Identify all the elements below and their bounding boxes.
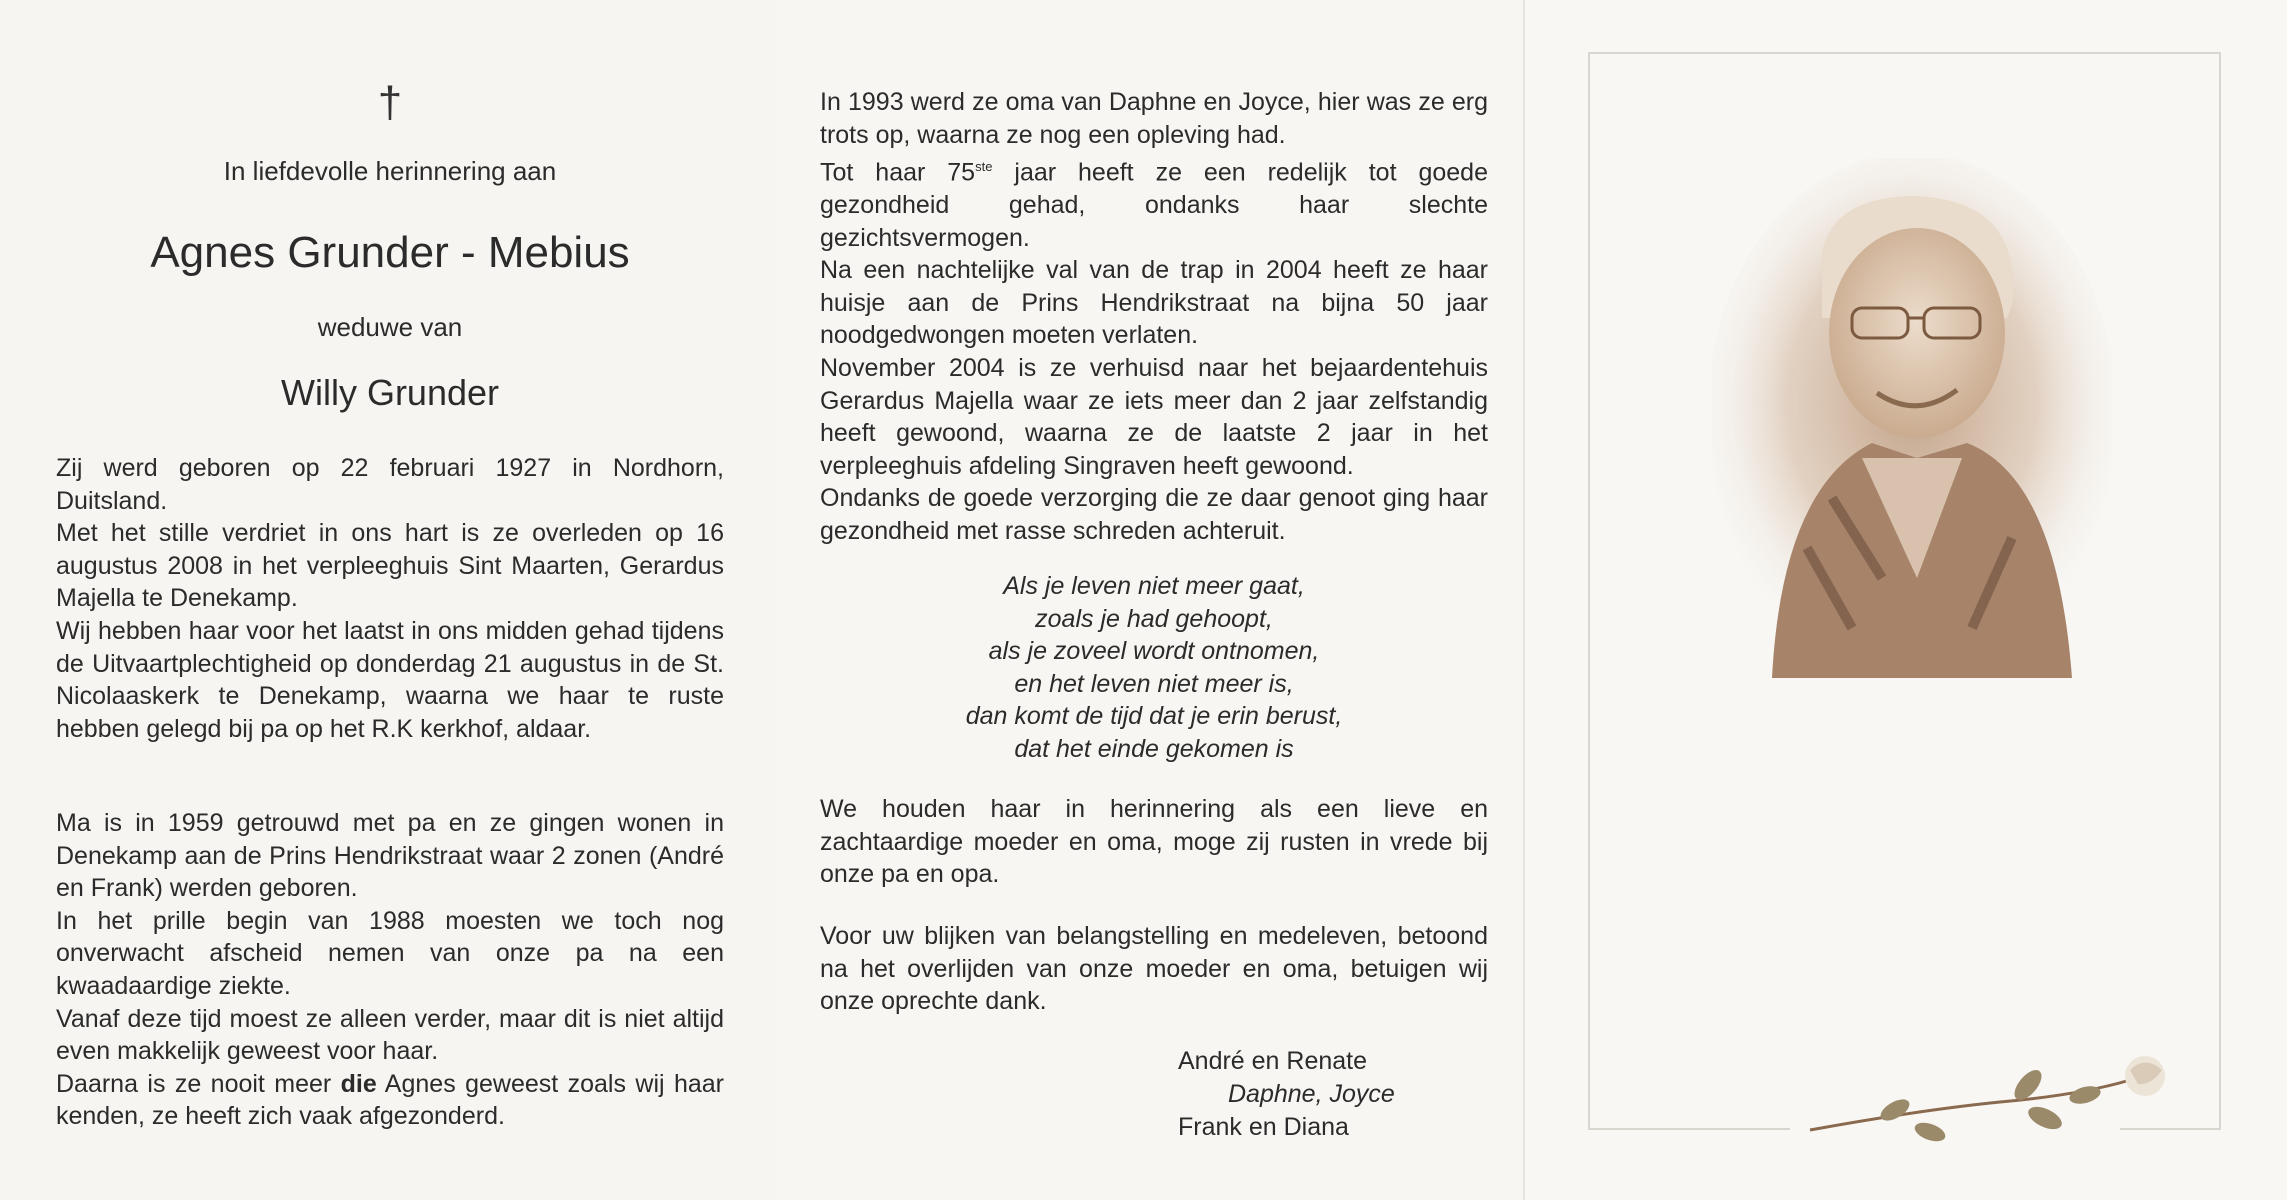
biography-part-2 xyxy=(56,807,724,1133)
biography-part-3 xyxy=(820,86,1488,548)
birth-paragraph: Zij werd geboren op 22 februari 1927 in Nordhorn, Duitsland. xyxy=(56,454,724,515)
signature-line-1: André en Renate xyxy=(1178,1047,1368,1075)
husband-name: Willy Grunder xyxy=(280,372,500,413)
poem xyxy=(820,570,1488,766)
biography-part-1 xyxy=(56,452,724,745)
poem-line: dan komt de tijd dat je erin berust, xyxy=(965,702,1343,731)
poem-line: en het leven niet meer is, xyxy=(1014,669,1294,698)
grandchildren-paragraph: In 1993 werd ze oma van Daphne en Joyce, hier was ze erg trots op, waarna ze nog een opleving had. xyxy=(820,88,1488,149)
poem-line: Als je leven niet meer gaat, xyxy=(1003,572,1305,600)
rose-decoration xyxy=(1800,1040,2180,1150)
poem-line: dat het einde gekomen is xyxy=(1014,734,1294,763)
funeral-paragraph: Wij hebben haar voor het laatst in ons midden gehad tijdens de Uitvaartplechtigheid op donderdag 21 augustus in de St. Nicolaaskerk te Denekamp, waarna we haar te ruste hebben gelegd bij pa op het R.K kerkhof, aldaar. xyxy=(56,616,724,743)
husband-death-paragraph: In het prille begin van 1988 moesten we toch nog onverwacht afscheid nemen van onze pa na een kwaadaardige ziekte. xyxy=(56,906,724,1000)
remembrance-paragraph: We houden haar in herinnering als een lieve en zachtaardige moeder en oma, moge zij rusten in vrede bij onze pa en opa. xyxy=(820,795,1488,889)
poem-line: als je zoveel wordt ontnomen, xyxy=(988,637,1320,666)
health-paragraph: Tot haar 75ste jaar heeft ze een redelijk tot goede gezondheid gehad, ondanks haar slechte gezichtsvermogen. xyxy=(820,158,1488,252)
signature-line-3: Frank en Diana xyxy=(1178,1113,1349,1141)
fall-paragraph: Na een nachtelijke val van de trap in 2004 heeft ze haar huisje aan de Prins Hendrikstraat na bijna 50 jaar noodgedwongen moeten verlaten. xyxy=(820,256,1488,350)
decline-paragraph: Ondanks de goede verzorging die ze daar genoot ging haar gezondheid met rasse schreden achteruit. xyxy=(820,484,1488,546)
marriage-paragraph: Ma is in 1959 getrouwd met pa en ze gingen wonen in Denekamp aan de Prins Hendrikstraat waar 2 zonen (André en Frank) werden geboren. xyxy=(56,809,724,903)
thanks-paragraph: Voor uw blijken van belangstelling en medeleven, betoond na het overlijden van onze moeder en oma, betuigen wij onze oprechte dank. xyxy=(820,922,1488,1016)
portrait-photo xyxy=(1712,158,2112,678)
cross-icon: † xyxy=(377,78,403,127)
widow-of-text: weduwe van xyxy=(317,312,463,342)
care-home-paragraph: November 2004 is ze verhuisd naar het bejaardentehuis Gerardus Majella waar ze iets meer dan 2 jaar zelfstandig heeft gewoond, waarna ze de laatste 2 jaar in het verpleeghuis afdeling Singraven heeft gewoond. xyxy=(820,354,1488,480)
alone-paragraph: Vanaf deze tijd moest ze alleen verder, maar dit is niet altijd even makkelijk geweest voor haar. xyxy=(56,1004,724,1066)
card-fold xyxy=(1523,0,1525,1200)
death-paragraph: Met het stille verdriet in ons hart is ze overleden op 16 augustus 2008 in het verpleeghuis Sint Maarten, Gerardus Majella te Denekamp. xyxy=(56,519,724,613)
withdrawn-paragraph: Daarna is ze nooit meer die Agnes geweest zoals wij haar kenden, ze heeft zich vaak afgezonderd. xyxy=(56,1069,724,1131)
intro-text: In liefdevolle herinnering aan xyxy=(223,156,557,186)
deceased-name: Agnes Grunder - Mebius xyxy=(150,228,630,277)
signature-line-2: Daphne, Joyce xyxy=(1228,1080,1395,1108)
poem-line: zoals je had gehoopt, xyxy=(1035,604,1273,633)
